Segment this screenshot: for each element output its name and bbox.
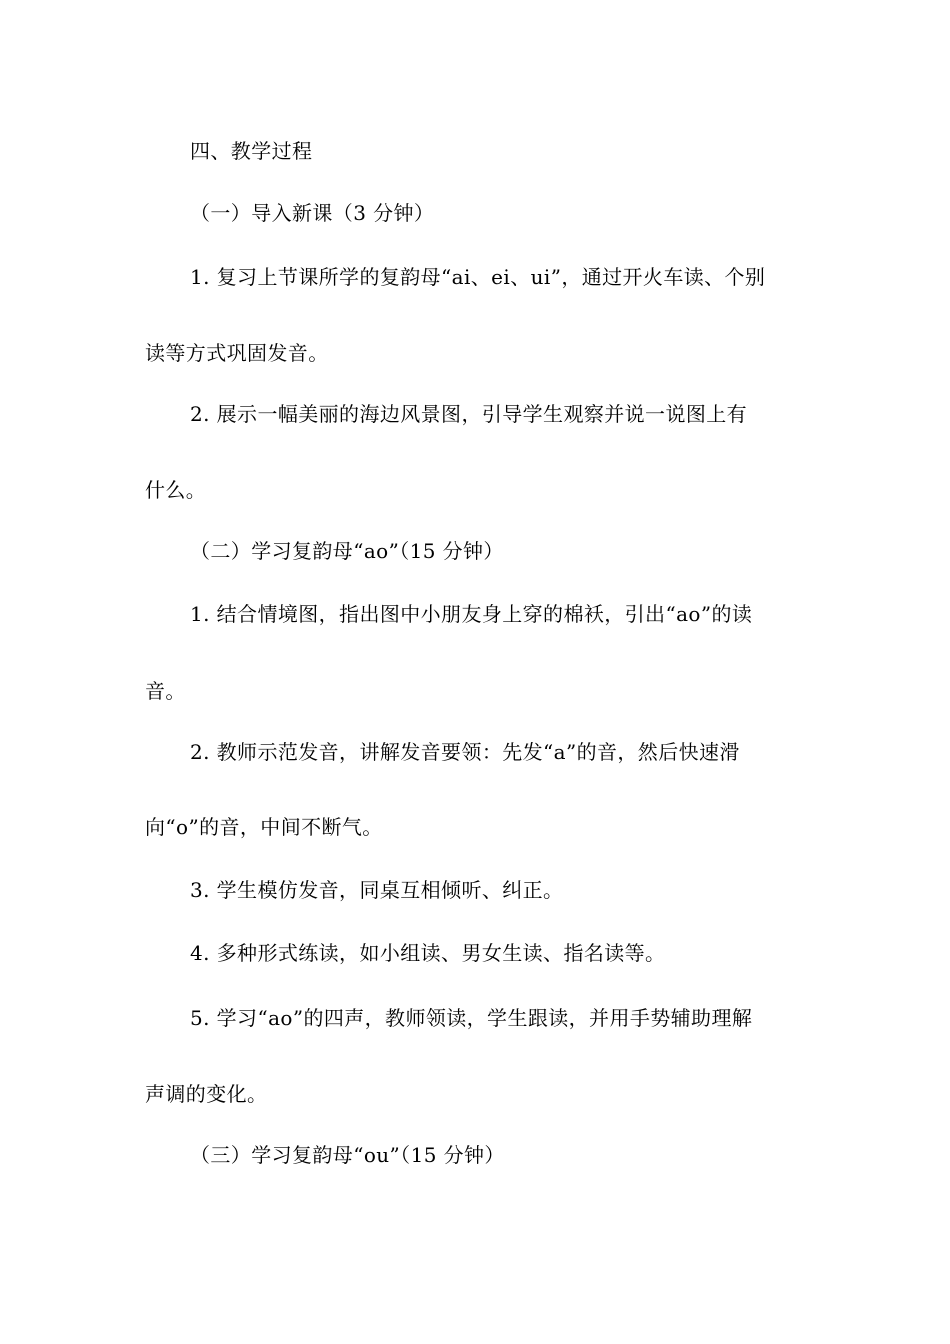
part1-item2-line1: 2. 展示一幅美丽的海边风景图，引导学生观察并说一说图上有: [190, 402, 748, 426]
part2-item4: 4. 多种形式练读，如小组读、男女生读、指名读等。: [190, 941, 666, 965]
part3-heading: （三）学习复韵母“ou”（15 分钟）: [190, 1143, 505, 1167]
part1-item2-line2: 什么。: [145, 478, 207, 502]
section-title: 四、教学过程: [190, 139, 313, 163]
part2-item1-line1: 1. 结合情境图，指出图中小朋友身上穿的棉袄，引出“ao”的读: [190, 602, 753, 626]
part1-item1-line2: 读等方式巩固发音。: [145, 341, 329, 365]
part2-item3: 3. 学生模仿发音，同桌互相倾听、纠正。: [190, 878, 564, 902]
part2-item1-line2: 音。: [145, 679, 186, 703]
part2-item5-line1: 5. 学习“ao”的四声，教师领读，学生跟读，并用手势辅助理解: [190, 1006, 753, 1030]
part2-item2-line2: 向“o”的音，中间不断气。: [145, 815, 383, 839]
part2-heading: （二）学习复韵母“ao”（15 分钟）: [190, 539, 504, 563]
part2-item2-line1: 2. 教师示范发音，讲解发音要领：先发“a”的音，然后快速滑: [190, 740, 740, 764]
part1-heading: （一）导入新课（3 分钟）: [190, 201, 435, 225]
part1-item1-line1: 1. 复习上节课所学的复韵母“ai、ei、ui”，通过开火车读、个别: [190, 265, 766, 289]
part2-item5-line2: 声调的变化。: [145, 1082, 268, 1106]
